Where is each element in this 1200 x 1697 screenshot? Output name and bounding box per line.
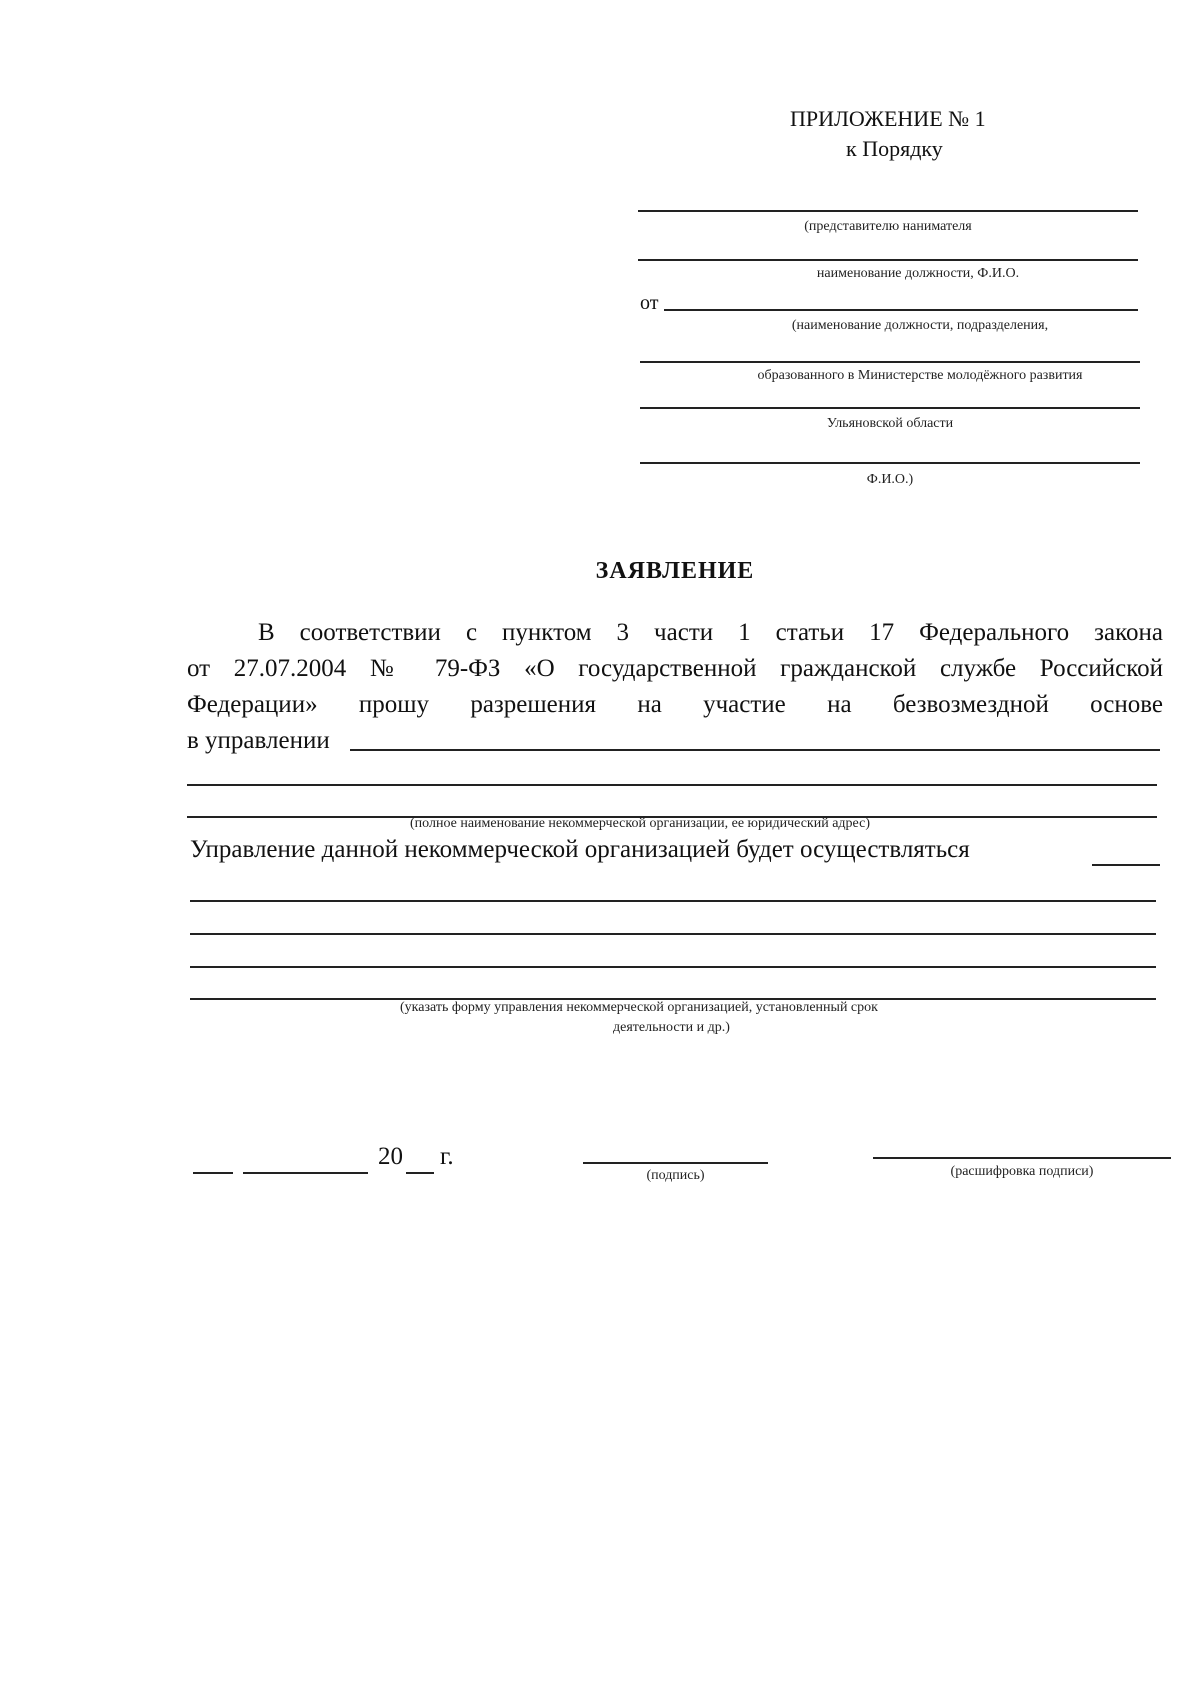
body-line-1: В соответствии с пунктом 3 части 1 статьи 17 Федерального закона [258,619,1163,646]
caption-signature-decoding: (расшифровка подписи) [950,1164,1094,1179]
document-title: ЗАЯВЛЕНИЕ [595,558,755,584]
body-line-2: от 27.07.2004 № 79-ФЗ «О государственной гражданской службе Российской [187,655,1163,682]
management-line-0 [1092,864,1160,866]
appendix-number: ПРИЛОЖЕНИЕ № 1 [790,106,986,131]
body-line-3: Федерации» прошу разрешения на участие на безвозмездной основе [187,691,1163,718]
year-prefix: 20 [378,1143,403,1170]
management-org-line-2 [187,784,1157,786]
date-month-line [243,1172,368,1174]
from-label: от [640,292,659,314]
signature-decoding-line [873,1157,1171,1159]
caption-formed-in: образованного в Министерстве молодёжного развития [757,368,1083,383]
date-day-line [193,1172,233,1174]
management-org-line-1 [350,749,1160,751]
signature-line [583,1162,768,1164]
addressee-line-5 [640,407,1140,409]
management-sentence: Управление данной некоммерческой организацией будет осуществляться [190,836,970,863]
addressee-line-1 [638,210,1138,212]
addressee-line-4 [640,361,1140,363]
addressee-line-6 [640,462,1140,464]
caption-management-form-1: (указать форму управления некоммерческой организацией, установленный срок [400,1000,878,1015]
caption-fio: Ф.И.О.) [866,472,914,487]
caption-position-division: (наименование должности, подразделения, [791,318,1049,333]
to-order-label: к Порядку [846,136,943,161]
management-line-3 [190,966,1156,968]
addressee-line-2 [638,259,1138,261]
from-line [664,309,1138,311]
caption-position-name: наименование должности, Ф.И.О. [816,266,1020,281]
caption-representative: (представителю нанимателя [804,219,972,234]
caption-org-name: (полное наименование некоммерческой организации, ее юридический адрес) [410,816,870,831]
management-line-1 [190,900,1156,902]
caption-region: Ульяновской области [826,416,954,431]
body-line-4: в управлении [187,727,330,754]
caption-signature: (подпись) [646,1168,705,1183]
management-line-2 [190,933,1156,935]
date-year-line [406,1172,434,1174]
caption-management-form-2: деятельности и др.) [613,1020,730,1035]
year-suffix: г. [440,1143,454,1170]
